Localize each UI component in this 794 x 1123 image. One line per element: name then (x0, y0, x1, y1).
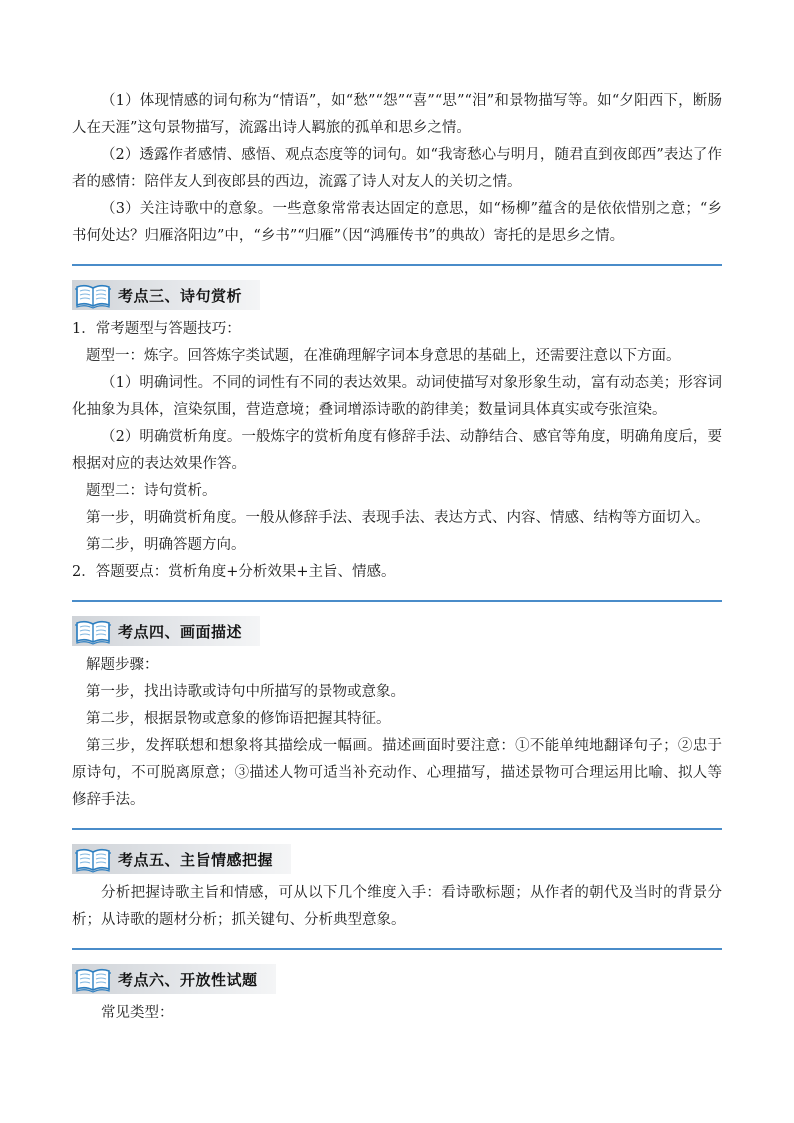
section-line: 第一步，明确赏析角度。一般从修辞手法、表现手法、表达方式、内容、情感、结构等方面切入。 (86, 510, 710, 526)
section-divider (72, 600, 722, 602)
section-title: 考点六、开放性试题 (118, 970, 258, 989)
section-line: 第一步，找出诗歌或诗句中所描写的景物或意象。 (86, 684, 405, 700)
section-header-s5 (72, 842, 722, 876)
section-line: 2．答题要点：赏析角度+分析效果+主旨、情感。 (72, 564, 396, 580)
section-divider (72, 828, 722, 830)
section-divider (72, 264, 722, 266)
open-book-icon (74, 965, 112, 993)
document-page (72, 88, 722, 1027)
section-line: 分析把握诗歌主旨和情感，可从以下几个维度入手：看诗歌标题；从作者的朝代及当时的背景分析；从诗歌的题材分析；抓关键句、分析典型意象。 (72, 885, 722, 928)
section-header-s3 (72, 278, 722, 312)
open-book-icon (74, 281, 112, 309)
section-line: 第二步，根据景物或意象的修饰语把握其特征。 (86, 711, 391, 727)
section-title: 考点五、主旨情感把握 (118, 850, 274, 869)
paragraph-imagery: （3）关注诗歌中的意象。一些意象常常表达固定的意思，如“杨柳”蕴含的是依依惜别之意；“乡书何处达？归雁洛阳边”中，“乡书”“归雁”（因“鸿雁传书”的典故）寄托的是思乡之情。 (72, 201, 722, 244)
section-line: 第三步，发挥联想和想象将其描绘成一幅画。描述画面时要注意：①不能单纯地翻译句子；②忠于原诗句，不可脱离原意；③描述人物可适当补充动作、心理描写，描述景物可合理运用比喻、拟人等修辞手法。 (72, 738, 722, 808)
paragraph-emotion-words: （1）体现情感的词句称为“情语”，如“愁”“怨”“喜”“思”“泪”和景物描写等。如“夕阳西下，断肠人在天涯”这句景物描写，流露出诗人羁旅的孤单和思乡之情。 (72, 93, 722, 136)
section-divider (72, 948, 722, 950)
section-line: （1）明确词性。不同的词性有不同的表达效果。动词使描写对象形象生动，富有动态美；形容词化抽象为具体，渲染氛围，营造意境；叠词增添诗歌的韵律美；数量词具体真实或夸张渲染。 (72, 375, 722, 418)
section-line: 解题步骤： (86, 657, 159, 673)
section-line: 题型二：诗句赏析。 (86, 483, 217, 499)
open-book-icon (74, 845, 112, 873)
section-header-s4 (72, 614, 722, 648)
section-header-band (72, 280, 260, 310)
section-title: 考点四、画面描述 (118, 622, 243, 641)
open-book-icon (74, 617, 112, 645)
section-header-band (72, 616, 260, 646)
section-line: 第二步，明确答题方向。 (86, 537, 246, 553)
section-header-band (72, 844, 291, 874)
section-line: （2）明确赏析角度。一般炼字的赏析角度有修辞手法、动静结合、感官等角度，明确角度后，要根据对应的表达效果作答。 (72, 429, 722, 472)
section-line: 常见类型： (101, 1005, 174, 1021)
paragraph-author-feelings: （2）透露作者感情、感悟、观点态度等的词句。如“我寄愁心与明月，随君直到夜郎西”表达了作者的感情：陪伴友人到夜郎县的西边，流露了诗人对友人的关切之情。 (72, 147, 722, 190)
section-line: 题型一：炼字。回答炼字类试题，在准确理解字词本身意思的基础上，还需要注意以下方面。 (86, 348, 681, 364)
section-header-s6 (72, 962, 722, 996)
section-line: 1．常考题型与答题技巧： (72, 321, 241, 337)
section-title: 考点三、诗句赏析 (118, 286, 243, 305)
section-header-band (72, 964, 276, 994)
